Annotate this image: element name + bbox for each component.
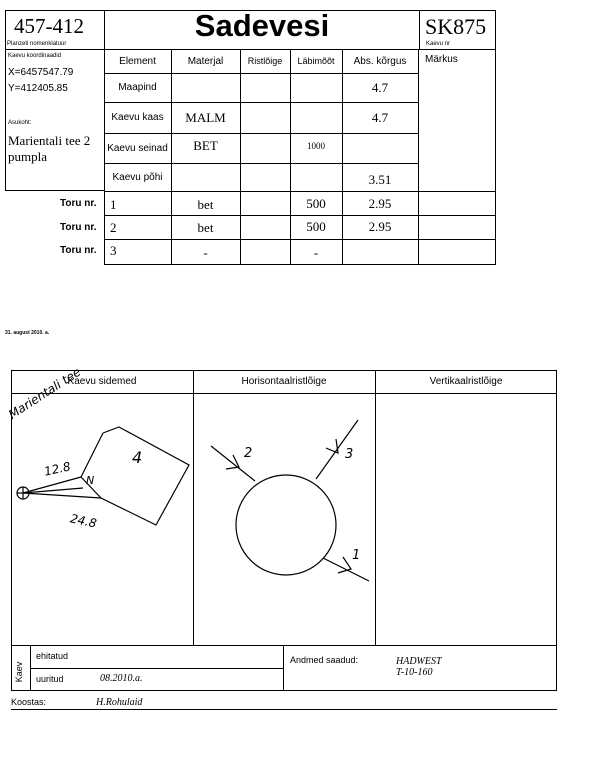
table-divider [104,191,496,192]
pipe-2-label: 2 [244,446,253,461]
pipe-number: 1 [110,197,117,212]
pipe-material: bet [197,197,214,212]
column-header: Läbimõõt [297,56,335,66]
row-abs: 4.7 [371,79,389,95]
pipe-number: 3 [110,243,117,258]
col-header-links: Kaevu sidemed [67,376,137,387]
surveyed-label: uuritud [36,674,64,684]
compiled-value: H.Rohulaid [96,697,143,708]
pipe-material: - [203,245,208,260]
row-material: BET [193,138,218,153]
diagram-divider [375,370,376,646]
column-header: Materjal [187,55,224,67]
built-label: ehitatud [36,651,69,661]
building-outline [81,427,189,525]
row-element: Maapind [118,82,157,93]
row-diameter: 1000 [307,141,325,151]
street-name: Marientali tee [6,364,84,422]
nomenclature-label: Planzeti nomenklatuur [7,41,67,47]
pipe-label: Toru nr. [60,245,97,256]
data-from-value: HADWEST [396,656,442,667]
row-abs [342,133,418,163]
distance-2: 24.8 [68,511,98,531]
node-label: N [86,474,95,487]
location-sketch [11,393,193,553]
well-number: SK875 [425,14,487,39]
row-abs: 4.7 [371,109,389,125]
well-number-label: Kaevu nr [426,41,451,47]
row-material: MALM [185,109,226,125]
table-divider [104,239,496,240]
nomenclature-number: 457-412 [14,14,84,38]
coordinates-label: Kaevu koordinaadid [8,53,62,59]
pipe-abs: 2.95 [368,196,392,211]
pipe-abs: 2.95 [368,219,392,234]
table-divider [418,49,419,265]
compiled-underline [11,709,557,710]
row-element: Kaevu põhi [112,171,163,183]
coordinate-y: Y=412405.85 [8,83,68,94]
pipe-1-label: 1 [352,548,361,563]
pipe-3-label: 3 [345,447,354,462]
row-abs: 3.51 [368,172,392,187]
distance-1: 12.8 [42,459,72,479]
data-from-label: Andmed saadud: [290,655,359,665]
compiled-label: Koostas: [11,697,47,707]
footer-divider [283,645,284,691]
pipe-label: Toru nr. [60,222,97,233]
pipe-label: Toru nr. [60,198,97,209]
column-header: Märkus [425,54,458,65]
dimension-line-2 [23,493,101,498]
surveyed-value: 08.2010.a. [100,673,143,684]
address-label: Asukoht: [8,120,32,126]
column-header: Abs. kõrgus [353,55,407,67]
pipe-diameter: 500 [306,196,326,211]
col-header-horizontal: Horisontaalristlõige [241,376,327,387]
pipe-number: 2 [110,220,117,235]
column-header: Element [119,55,156,67]
column-header: Ristlõige [247,56,283,66]
coordinate-x: X=6457547.79 [8,67,74,78]
col-header-vertical: Vertikaalristlõige [429,376,503,387]
well-label: Kaev [14,661,24,683]
horizontal-section [193,393,375,593]
data-from-value-2: T-10-160 [396,667,433,678]
document-date: 31. august 2010. a. [5,330,50,336]
footer-divider [30,668,283,669]
row-element: Kaevu seinad [107,142,168,154]
table-divider [240,49,241,265]
building-number: 4 [132,448,143,467]
well-circle [236,475,336,575]
pipe-diameter: - [313,245,319,260]
address-value: Marientali tee 2 pumpla [8,133,91,164]
pipe-material: bet [197,220,214,235]
page-title: Sadevesi [194,8,330,43]
row-element: Kaevu kaas [111,112,164,123]
pipe-diameter: 500 [306,219,326,234]
